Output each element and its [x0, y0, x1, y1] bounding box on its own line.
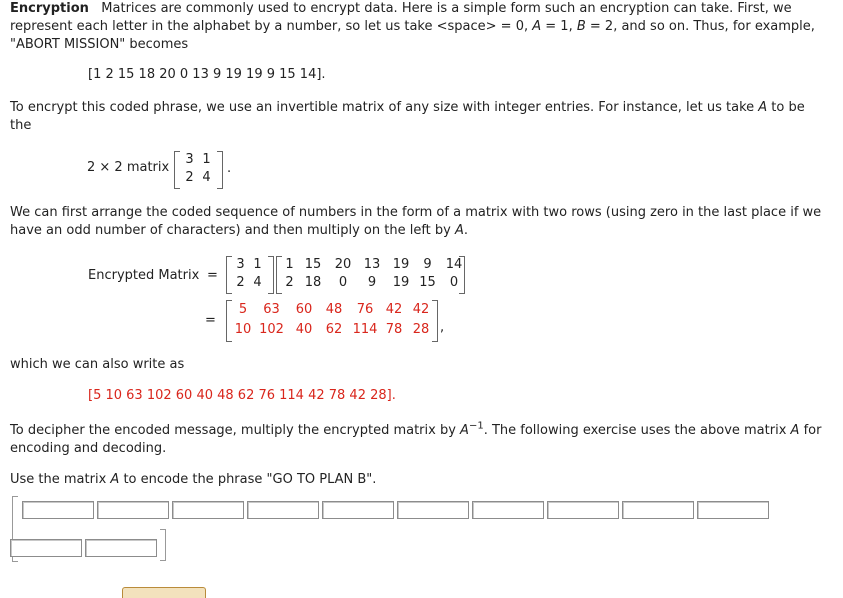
coded-cell: 19 — [392, 257, 410, 272]
intro-text-2b: = 1, — [541, 19, 577, 34]
coded-cell: 0 — [449, 275, 459, 290]
answer-input-7[interactable] — [472, 501, 544, 519]
answer-input-3[interactable] — [172, 501, 244, 519]
encrypted-cell: 5 — [238, 302, 248, 317]
answer-input-10[interactable] — [697, 501, 769, 519]
task-text-b: to encode the phrase "GO TO PLAN B". — [119, 472, 377, 487]
encrypted-cell: 60 — [295, 302, 313, 317]
encrypted-sequence: [5 10 63 102 60 40 48 62 76 114 42 78 42 28]. — [88, 388, 396, 403]
matrix-a-cell: 4 — [202, 170, 211, 185]
arrange-text-2b: . — [463, 223, 469, 238]
encrypted-cell: 48 — [325, 302, 343, 317]
coded-cell: 19 — [392, 275, 410, 290]
coded-cell: 1 — [285, 257, 294, 272]
answer-input-4[interactable] — [247, 501, 319, 519]
equals-sign: = — [205, 313, 216, 328]
coded-cell: 9 — [367, 275, 377, 290]
encrypted-cell: 78 — [385, 322, 403, 337]
coded-cell: 9 — [423, 257, 432, 272]
inverse-exponent: −1 — [468, 420, 484, 432]
encrypted-cell: 42 — [412, 302, 430, 317]
matrix-a-cell: 4 — [253, 275, 262, 290]
encrypt-line-2: the — [10, 118, 32, 133]
encrypt-text-1b: to be — [767, 100, 805, 115]
coded-cell: 18 — [304, 275, 322, 290]
var-a: A — [758, 100, 768, 115]
encrypted-cell: 28 — [412, 322, 430, 337]
decipher-text-1c: for — [799, 423, 822, 438]
matrix-a-cell: 1 — [253, 257, 262, 272]
matrix-a-cell: 3 — [236, 257, 245, 272]
answer-input-6[interactable] — [397, 501, 469, 519]
coded-cell: 15 — [304, 257, 322, 272]
right-bracket — [268, 256, 274, 294]
matrix-a — [181, 151, 215, 187]
coded-cell: 0 — [338, 275, 348, 290]
matrix-a-label: 2 × 2 matrix — [87, 160, 170, 175]
matrix-a-repeat — [232, 256, 266, 292]
arrange-line-2 — [10, 222, 835, 240]
matrix-a-cell: 2 — [236, 275, 245, 290]
encrypted-cell: 40 — [295, 322, 313, 337]
coded-matrix — [281, 256, 469, 292]
encrypted-cell: 62 — [325, 322, 343, 337]
right-bracket — [217, 151, 223, 189]
right-bracket — [432, 300, 438, 342]
var-a: A — [460, 423, 469, 438]
left-bracket — [174, 151, 180, 189]
answer-right-bracket — [160, 529, 166, 561]
matrix-a-cell: 3 — [185, 152, 194, 167]
decipher-text-1a: To decipher the encoded message, multiply the encrypted matrix by — [10, 423, 461, 438]
encrypt-line-1 — [10, 99, 835, 117]
intro-text-1: Matrices are commonly used to encrypt data. Here is a simple form such an encryption can take. First, we — [101, 1, 792, 16]
task-text-a: Use the matrix — [10, 472, 111, 487]
decipher-line-1 — [10, 422, 835, 440]
arrange-line-1: We can first arrange the coded sequence of numbers in the form of a matrix with two rows (using zero in the last place if we — [10, 205, 822, 220]
var-b: B — [576, 19, 586, 34]
section-title: Encryption — [10, 1, 89, 16]
matrix-a-cell: 1 — [202, 152, 211, 167]
comma: , — [440, 320, 445, 335]
decipher-text-1b: . The following exercise uses the above matrix — [483, 423, 791, 438]
equals-sign: = — [207, 268, 218, 283]
intro-text-2a: represent each letter in the alphabet by a number, so let us take <space> = 0, — [10, 19, 533, 34]
encrypt-text-1a: To encrypt this coded phrase, we use an invertible matrix of any size with integer entries. For instance, let us take — [10, 100, 759, 115]
encrypted-cell: 114 — [352, 322, 378, 337]
coded-cell: 2 — [285, 275, 294, 290]
answer-input-2[interactable] — [97, 501, 169, 519]
task-text — [10, 471, 835, 489]
arrange-text-2a: have an odd number of characters) and then multiply on the left by — [10, 223, 455, 238]
encrypted-matrix-label: Encrypted Matrix — [88, 268, 200, 283]
submit-button[interactable] — [122, 587, 206, 598]
encrypted-cell: 102 — [259, 322, 284, 337]
encrypted-cell: 42 — [385, 302, 403, 317]
var-a: A — [454, 223, 464, 238]
coded-cell: 20 — [334, 257, 352, 272]
intro-text-2c: = 2, and so on. Thus, for example, — [585, 19, 815, 34]
coded-sequence: [1 2 15 18 20 0 13 9 19 19 9 15 14]. — [88, 67, 326, 82]
right-bracket — [459, 256, 465, 294]
encrypted-cell: 76 — [356, 302, 374, 317]
var-a: A — [532, 19, 542, 34]
intro-line-2 — [10, 18, 835, 36]
answer-input-12[interactable] — [85, 539, 157, 557]
encrypted-cell: 63 — [263, 302, 280, 317]
matrix-a-cell: 2 — [185, 170, 194, 185]
var-a: A — [110, 472, 120, 487]
encrypted-matrix — [232, 300, 435, 340]
answer-input-11[interactable] — [10, 539, 82, 557]
answer-input-5[interactable] — [322, 501, 394, 519]
answer-input-8[interactable] — [547, 501, 619, 519]
coded-cell: 15 — [419, 275, 436, 290]
coded-cell: 13 — [363, 257, 381, 272]
answer-input-1[interactable] — [22, 501, 94, 519]
encrypted-cell: 10 — [234, 322, 252, 337]
decipher-line-2: encoding and decoding. — [10, 441, 167, 456]
answer-input-9[interactable] — [622, 501, 694, 519]
period: . — [227, 161, 232, 176]
also-write-text: which we can also write as — [10, 357, 185, 372]
var-a: A — [790, 423, 800, 438]
intro-line-3: "ABORT MISSION" becomes — [10, 37, 189, 52]
coded-cell: 14 — [445, 257, 463, 272]
intro-line-1 — [10, 0, 835, 18]
